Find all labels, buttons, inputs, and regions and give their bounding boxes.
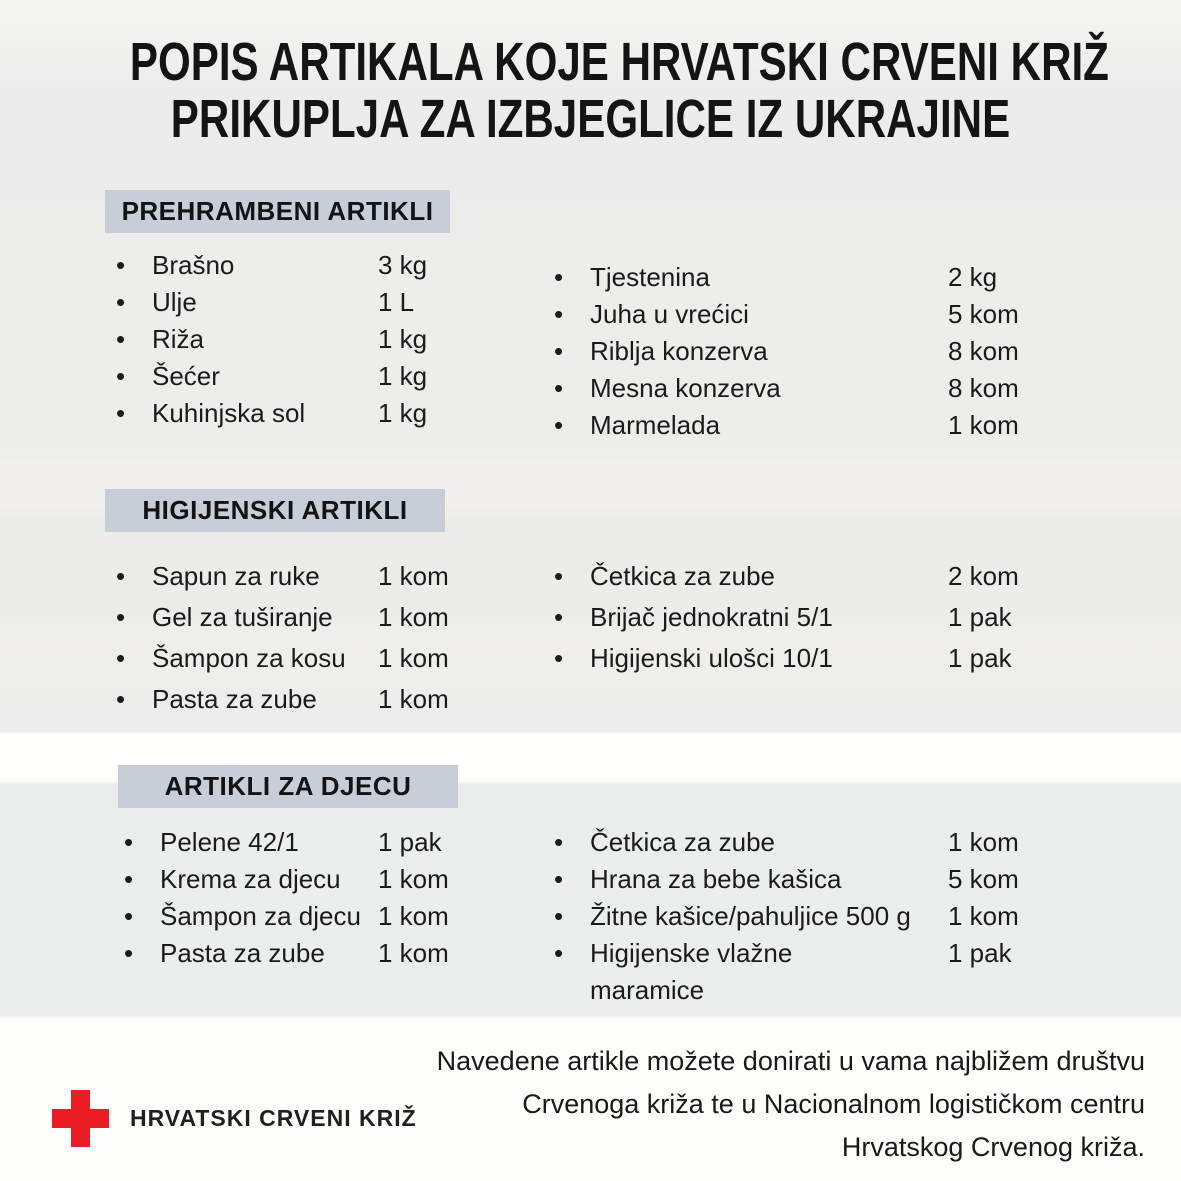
section-header-hygiene: HIGIJENSKI ARTIKLI (105, 489, 445, 532)
item-label: Sapun za ruke (152, 561, 320, 591)
item-label: Pasta za zube (152, 684, 317, 714)
bullet-icon: • (554, 299, 564, 329)
bullet-icon: • (116, 643, 126, 673)
list-item (118, 898, 588, 935)
item-qty: 1 kg (378, 361, 428, 391)
list-item (548, 638, 1068, 679)
item-label: Mesna konzerva (590, 373, 781, 403)
list-item (548, 597, 1068, 638)
list-item (118, 861, 588, 898)
item-label-line1: Higijenske vlažne (590, 938, 793, 968)
section-header-children: ARTIKLI ZA DJECU (118, 765, 458, 808)
item-label: Gel za tuširanje (152, 602, 333, 632)
bullet-icon: • (554, 864, 564, 894)
list-item (110, 247, 580, 284)
bullet-icon: • (554, 262, 564, 292)
bullet-icon: • (116, 561, 126, 591)
item-qty: 1 kg (378, 324, 428, 354)
list-item (110, 597, 580, 638)
bullet-icon: • (116, 684, 126, 714)
children-list-left (118, 824, 588, 972)
bullet-icon: • (124, 901, 134, 931)
bullet-icon: • (554, 336, 564, 366)
logo-text: HRVATSKI CRVENI KRIŽ (130, 1105, 417, 1131)
item-label: Riblja konzerva (590, 336, 768, 366)
item-label (590, 935, 792, 1009)
item-qty: 3 kg (378, 250, 428, 280)
item-qty: 1 kom (948, 410, 1019, 440)
red-cross-logo (52, 1090, 417, 1147)
item-qty: 1 kom (948, 901, 1019, 931)
list-item (548, 259, 1068, 296)
red-cross-icon (52, 1090, 109, 1147)
list-item (110, 638, 580, 679)
donation-note (385, 1040, 1145, 1169)
item-label: Kuhinjska sol (152, 398, 306, 428)
item-qty: 1 L (378, 287, 415, 317)
bullet-icon: • (116, 324, 126, 354)
bullet-icon: • (124, 938, 134, 968)
bullet-icon: • (124, 827, 134, 857)
list-item (548, 935, 1068, 1009)
hygiene-list-left (110, 556, 580, 720)
list-item (548, 824, 1068, 861)
bullet-icon: • (124, 864, 134, 894)
item-label: Ulje (152, 287, 197, 317)
list-item (548, 407, 1068, 444)
item-qty: 1 kom (378, 643, 449, 673)
list-item (548, 556, 1068, 597)
item-label: Riža (152, 324, 205, 354)
item-qty: 1 kom (948, 827, 1019, 857)
page-title-line2: PRIKUPLJA ZA IZBJEGLICE IZ UKRAJINE (170, 89, 1011, 149)
item-label: Tjestenina (590, 262, 710, 292)
hygiene-list-right (548, 556, 1068, 679)
children-list-right (548, 824, 1068, 1009)
bullet-icon: • (116, 602, 126, 632)
bullet-icon: • (116, 287, 126, 317)
bullet-icon: • (116, 250, 126, 280)
item-qty: 1 pak (948, 938, 1012, 968)
list-item (110, 321, 580, 358)
item-qty: 1 kom (378, 938, 449, 968)
bullet-icon: • (554, 643, 564, 673)
item-label: Marmelada (590, 410, 721, 440)
item-label: Brijač jednokratni 5/1 (590, 602, 833, 632)
bullet-icon: • (554, 373, 564, 403)
item-qty: 1 kom (378, 602, 449, 632)
item-label: Hrana za bebe kašica (590, 864, 842, 894)
item-qty: 2 kom (948, 561, 1019, 591)
item-qty: 1 pak (948, 602, 1012, 632)
item-label: Brašno (152, 250, 235, 280)
item-label: Žitne kašice/pahuljice 500 g (590, 901, 911, 931)
item-qty: 5 kom (948, 299, 1019, 329)
item-qty: 8 kom (948, 373, 1019, 403)
bullet-icon: • (554, 938, 564, 968)
page-title-line1: POPIS ARTIKALA KOJE HRVATSKI CRVENI KRIŽ (129, 32, 1109, 92)
list-item (548, 333, 1068, 370)
bullet-icon: • (554, 561, 564, 591)
item-label-line2: maramice (590, 975, 705, 1005)
bullet-icon: • (554, 901, 564, 931)
bullet-icon: • (116, 398, 126, 428)
donation-note-line3: Hrvatskog Crvenog križa. (841, 1132, 1145, 1162)
item-label: Pelene 42/1 (160, 827, 299, 857)
item-qty: 1 kom (378, 561, 449, 591)
item-qty: 2 kg (948, 262, 998, 292)
item-label: Šampon za kosu (152, 643, 346, 673)
item-label: Pasta za zube (160, 938, 325, 968)
food-list-right (548, 259, 1068, 444)
list-item (110, 679, 580, 720)
item-qty: 1 kom (378, 864, 449, 894)
bullet-icon: • (554, 602, 564, 632)
donation-note-line1: Navedene artikle možete donirati u vama najbližem društvu (436, 1046, 1145, 1076)
food-list-left (110, 247, 580, 432)
item-qty: 1 kg (378, 398, 428, 428)
list-item (548, 370, 1068, 407)
list-item (548, 861, 1068, 898)
page-title (129, 32, 1109, 149)
item-qty: 1 kom (378, 684, 449, 714)
list-item (110, 284, 580, 321)
bullet-icon: • (116, 361, 126, 391)
item-qty: 1 pak (948, 643, 1012, 673)
donation-note-line2: Crvenoga križa te u Nacionalnom logističkom centru (522, 1089, 1145, 1119)
item-qty: 1 kom (378, 901, 449, 931)
item-label: Četkica za zube (590, 561, 775, 591)
item-label: Krema za djecu (160, 864, 341, 894)
list-item (110, 358, 580, 395)
item-label: Četkica za zube (590, 827, 775, 857)
item-label: Higijenski ulošci 10/1 (590, 643, 833, 673)
list-item (548, 296, 1068, 333)
item-label: Juha u vrećici (590, 299, 749, 329)
bullet-icon: • (554, 827, 564, 857)
item-label: Šećer (152, 361, 220, 391)
list-item (548, 898, 1068, 935)
item-qty: 1 pak (378, 827, 442, 857)
item-label: Šampon za djecu (160, 901, 361, 931)
list-item (118, 824, 588, 861)
section-header-food: PREHRAMBENI ARTIKLI (105, 190, 450, 233)
bullet-icon: • (554, 410, 564, 440)
item-qty: 8 kom (948, 336, 1019, 366)
item-qty: 5 kom (948, 864, 1019, 894)
list-item (118, 935, 588, 972)
list-item (110, 556, 580, 597)
list-item (110, 395, 580, 432)
